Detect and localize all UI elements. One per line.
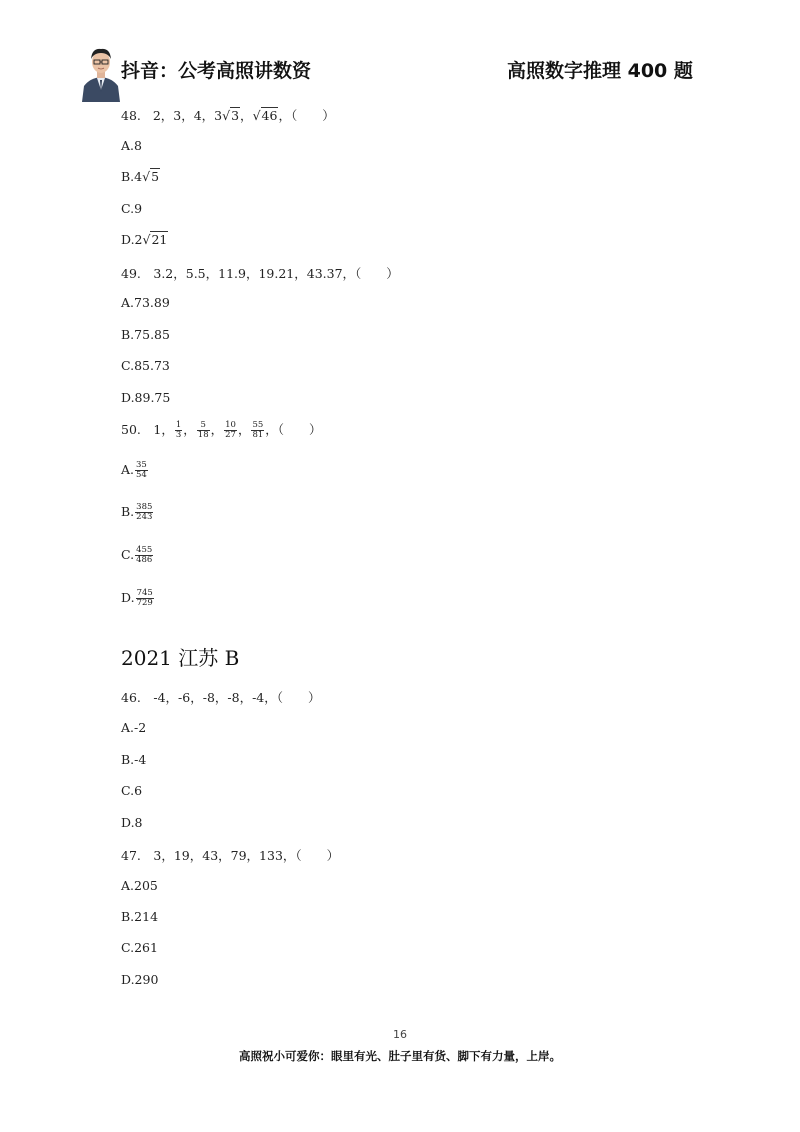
q47-option-b: B.214 — [121, 909, 159, 924]
q50-option-b: B. $\frac{385}{243}$ — [121, 502, 153, 522]
q46-option-c: C.6 — [121, 783, 143, 798]
question-50: 50. 1， $\frac{1}{3}$ ， $\frac{5}{18}$ ， $\frac{10}{27}$ ， $\frac{55}{81}$ ，（ ） — [121, 420, 322, 440]
q46-option-a: A.-2 — [121, 720, 147, 735]
question-46: 46. -4，-6，-8，-8，-4，（ ） — [121, 690, 321, 705]
question-number: 48. — [121, 108, 141, 123]
sequence-start: 2，3，4，3 — [152, 108, 223, 123]
q47-option-a: A.205 — [121, 878, 158, 893]
header-left-title: 抖音：公考高照讲数资 — [121, 60, 312, 82]
fraction: $\frac{745}{729}$ — [136, 588, 153, 608]
radical-sqrt-3: √3 — [222, 108, 240, 123]
q47-option-d: D.290 — [121, 972, 159, 987]
q49-option-d: D.89.75 — [121, 390, 171, 405]
fraction: $\frac{1}{3}$ — [175, 420, 182, 440]
q48-option-c: C.9 — [121, 201, 143, 216]
q50-option-a: A. $\frac{35}{54}$ — [121, 460, 147, 480]
footer-motto: 高照祝小可爱你：眼里有光、肚子里有货、脚下有力量，上岸。 — [239, 1049, 561, 1063]
fraction: $\frac{385}{243}$ — [136, 502, 153, 522]
section-heading: 2021 江苏 B — [121, 646, 240, 670]
q50-option-c: C. $\frac{455}{486}$ — [121, 545, 153, 565]
header-right-title: 高照数字推理 400 题 — [507, 60, 693, 82]
q46-option-b: B.-4 — [121, 752, 147, 767]
radical-sqrt-21: √21 — [142, 232, 168, 247]
q48-option-d: D.2√21 — [121, 232, 168, 247]
q49-option-b: B.75.85 — [121, 327, 170, 342]
question-48: 48. 2，3，4，3√3，√46，（ ） — [121, 108, 335, 123]
radical-sqrt-5: √5 — [142, 169, 160, 184]
q49-option-a: A.73.89 — [121, 295, 170, 310]
q48-option-b: B.4√5 — [121, 169, 160, 184]
answer-blank: ，（ ） — [278, 108, 335, 123]
page-number: 16 — [393, 1028, 407, 1041]
q50-option-d: D. $\frac{745}{729}$ — [121, 588, 153, 608]
fraction: $\frac{10}{27}$ — [225, 420, 236, 440]
question-49: 49. 3.2，5.5，11.9，19.21，43.37，（ ） — [121, 266, 399, 281]
author-avatar — [78, 42, 124, 102]
q48-option-a: A.8 — [121, 138, 142, 153]
question-47: 47. 3，19，43，79，133，（ ） — [121, 848, 340, 863]
radical-sqrt-46: √46 — [252, 108, 278, 123]
page-header — [0, 0, 800, 105]
fraction: $\frac{35}{54}$ — [136, 460, 147, 480]
fraction: $\frac{5}{18}$ — [197, 420, 209, 440]
q47-option-c: C.261 — [121, 940, 158, 955]
fraction: $\frac{55}{81}$ — [252, 420, 264, 440]
q46-option-d: D.8 — [121, 815, 143, 830]
fraction: $\frac{455}{486}$ — [136, 545, 153, 565]
q49-option-c: C.85.73 — [121, 358, 170, 373]
